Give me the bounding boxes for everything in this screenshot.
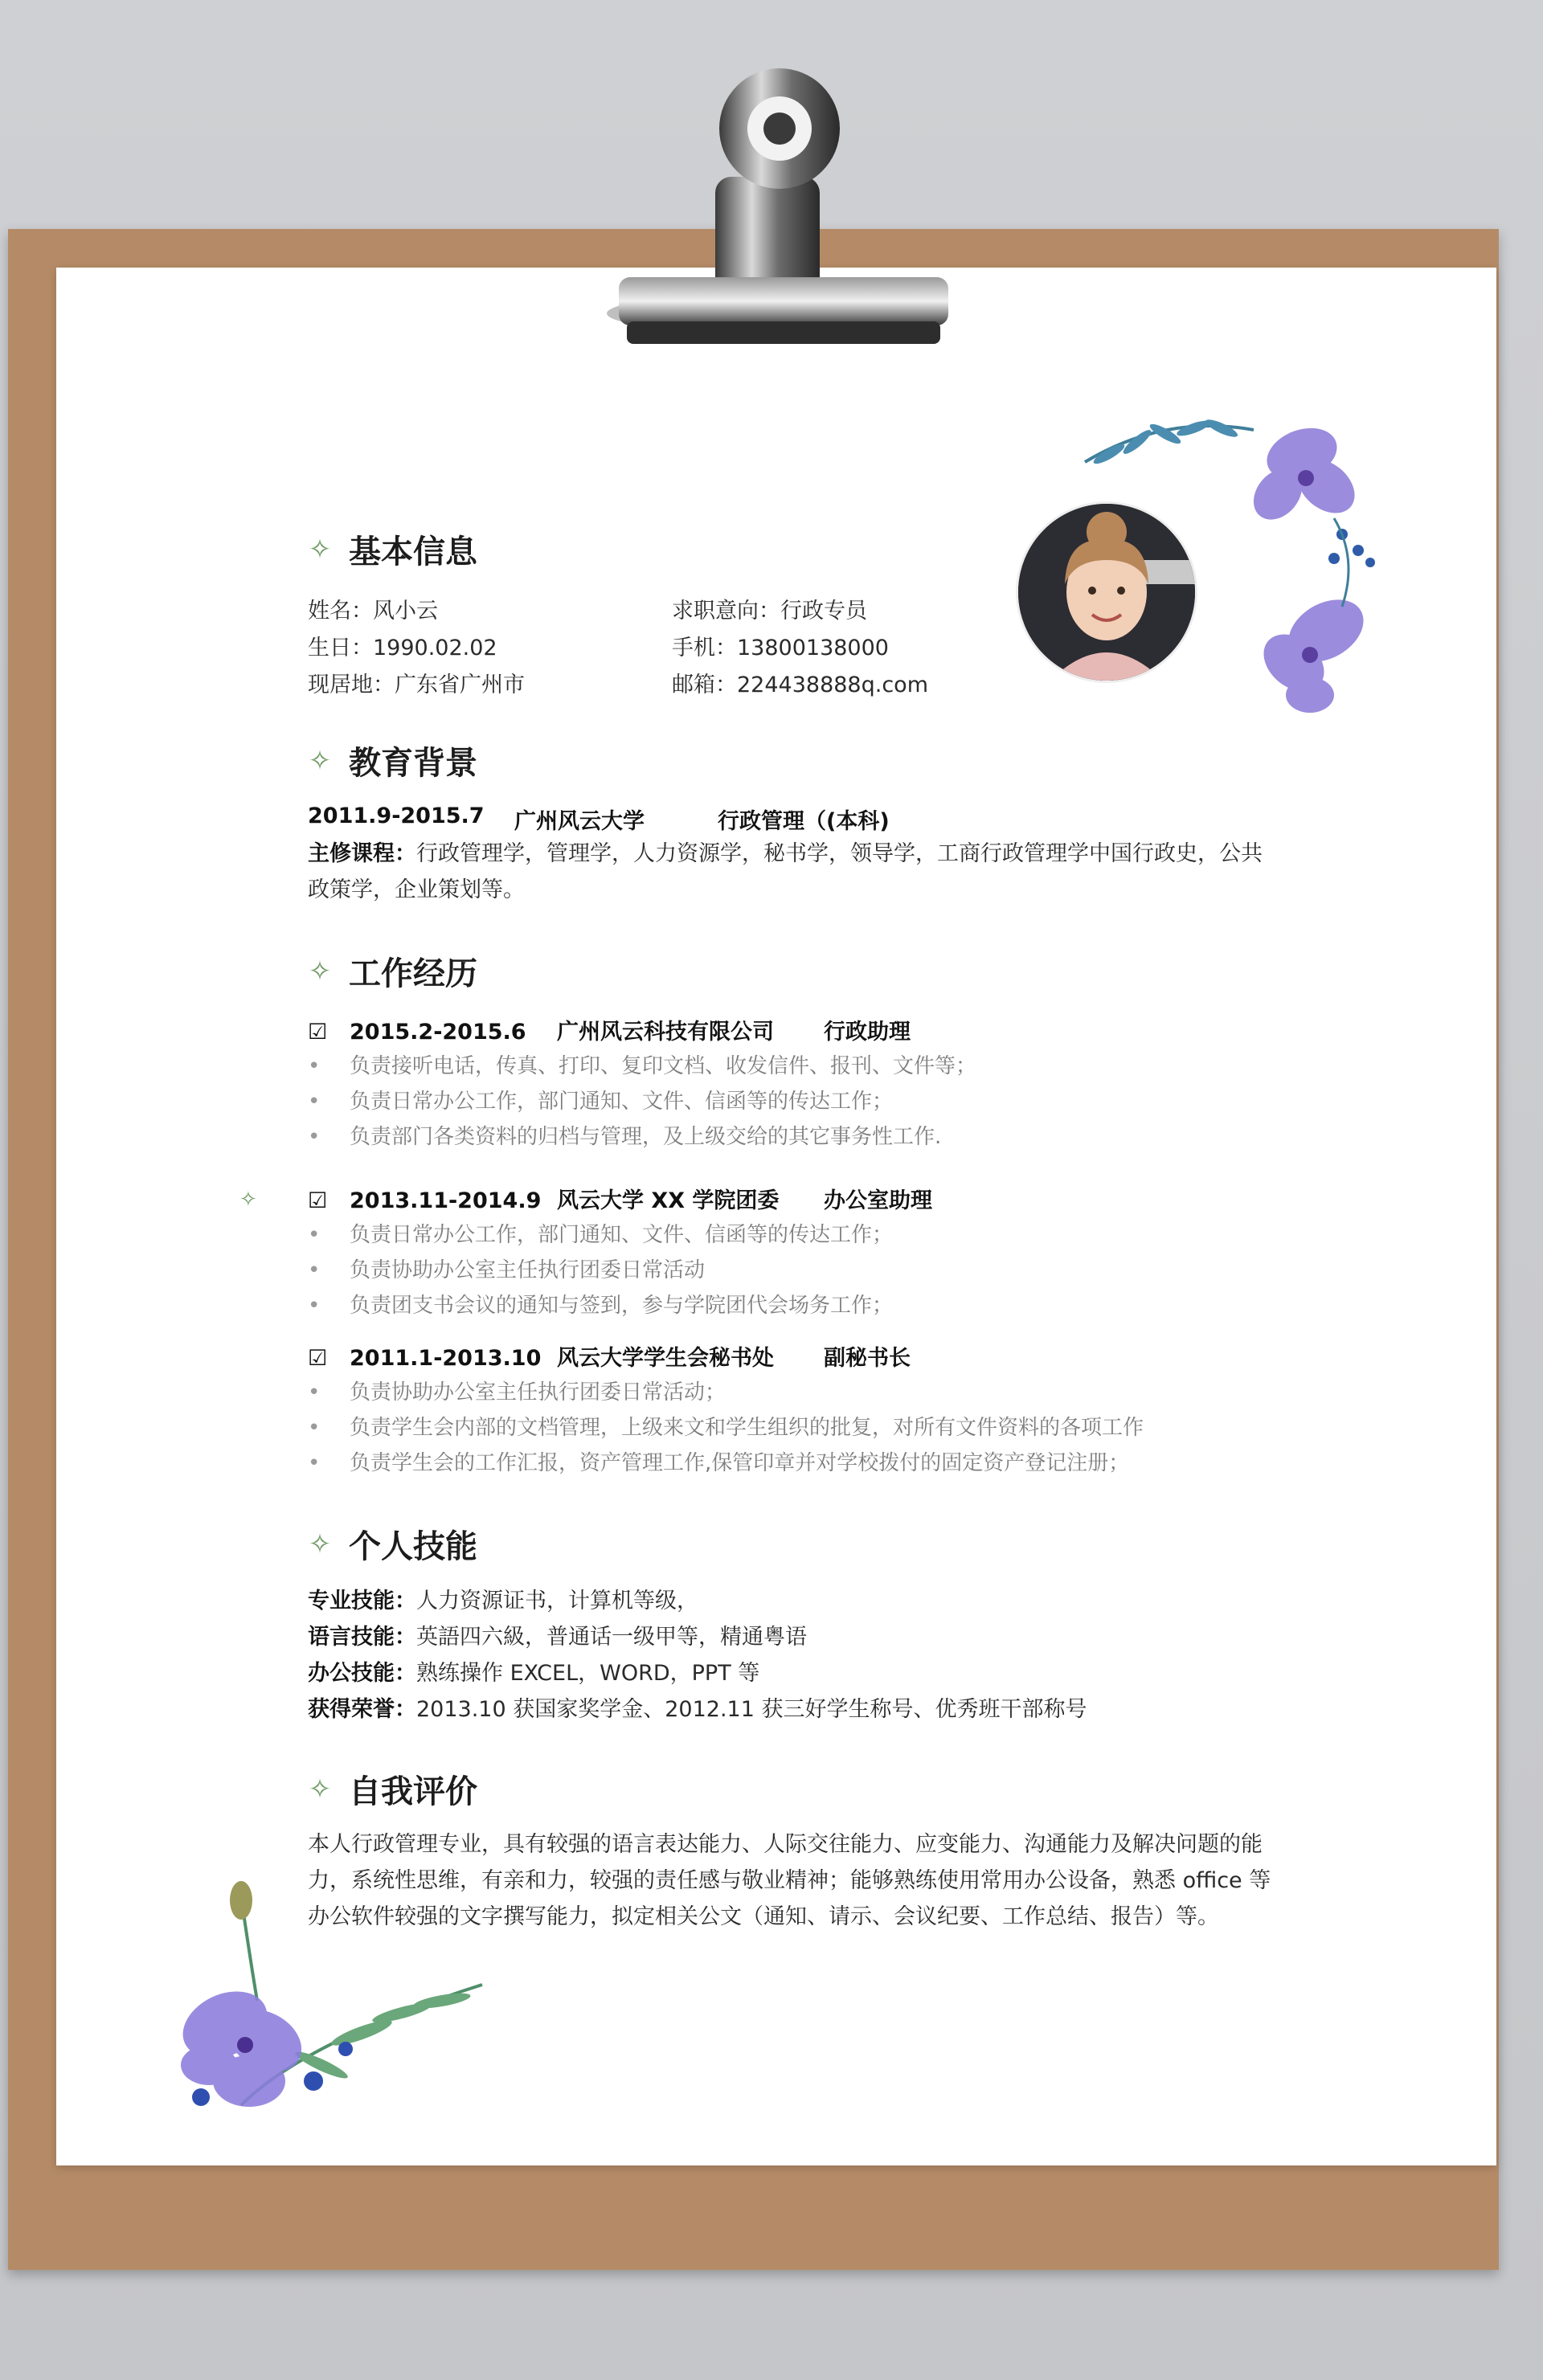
basic-birthday: 生日：1990.02.02 [308,636,497,660]
work-3-period: 2011.1-2013.10 [350,1346,542,1371]
work-2-role: 办公室助理 [824,1188,932,1213]
education-courses-text: 行政管理学，管理学，人力资源学，秘书学，领导学，工商行政管理学中国行政史，公共政策学，企业策划等。 [308,841,1263,902]
checkbox-icon: ☑ [308,1020,328,1045]
list-item [308,1446,1129,1476]
bullet-dot-icon: • [308,1451,321,1475]
work-entry-3 [308,1340,911,1372]
basic-email: 邮箱：224438888q.com [672,673,928,697]
sparkle-icon: ✧ [308,744,332,777]
basic-intent: 求职意向：行政专员 [672,599,867,624]
list-item [308,1376,726,1405]
education-courses-label: 主修课程： [308,841,416,866]
section-education-title [305,738,477,783]
education-major: 行政管理（(本科) [718,809,890,834]
skill-label: 语言技能： [308,1625,416,1650]
work-1-period: 2015.2-2015.6 [350,1020,526,1045]
section-education-label: 教育背景 [349,745,477,782]
work-1-item-1: 负责接听电话，传真、打印、复印文档、收发信件、报刊、文件等； [350,1054,977,1078]
list-item [308,1218,893,1248]
education-period: 2011.9-2015.7 [308,804,485,828]
profile-photo [1016,501,1197,683]
section-work-title [305,948,477,994]
work-3-role: 副秘书长 [824,1346,911,1371]
binder-clip-icon [579,48,948,354]
basic-name: 姓名：风小云 [308,599,438,624]
bullet-dot-icon: • [308,1416,321,1440]
bullet-dot-icon: • [308,1125,321,1149]
basic-location: 现居地：广东省广州市 [308,673,525,697]
bullet-dot-icon: • [308,1258,321,1282]
work-3-item-2: 负责学生会内部的文档管理，上级来文和学生组织的批复，对所有文件资料的各项工作 [350,1416,1144,1440]
bullet-dot-icon: • [308,1223,321,1247]
checkbox-icon: ☑ [308,1188,328,1213]
sparkle-icon: ✧ [308,955,332,988]
work-3-org: 风云大学学生会秘书处 [557,1346,774,1371]
list-item [308,1085,893,1114]
skill-value: 英語四六級，普通话一级甲等，精通粤语 [416,1625,807,1650]
education-courses [308,836,1272,908]
sparkle-icon: ✧ [239,1188,257,1212]
bullet-dot-icon: • [308,1380,321,1405]
skill-honors [308,1691,1087,1723]
skill-value: 人力资源证书，计算机等级， [416,1589,698,1613]
self-evaluation-text: 本人行政管理专业，具有较强的语言表达能力、人际交往能力、应变能力、沟通能力及解决问题的能力，系统性思维，有亲和力，较强的责任感与敬业精神；能够熟练使用常用办公设备，熟悉 office 等办公软件较强的文字撰写能力，拟定相关公文（通知、请示、会议纪要、工作总结、报告）等。 [308,1832,1271,1929]
work-2-item-3: 负责团支书会议的通知与签到，参与学院团代会场务工作； [350,1294,894,1318]
work-1-role: 行政助理 [824,1020,911,1045]
skill-label: 获得荣誉： [308,1697,416,1722]
list-item [308,1289,893,1319]
section-work-label: 工作经历 [349,955,477,992]
list-item [308,1120,941,1150]
skill-label: 专业技能： [308,1589,416,1613]
skill-value: 2013.10 获国家奖学金、2012.11 获三好学生称号、优秀班干部称号 [416,1697,1087,1722]
list-item [308,1411,1144,1441]
work-1-org: 广州风云科技有限公司 [557,1020,774,1045]
sparkle-icon: ✧ [308,1773,332,1805]
work-2-org: 风云大学 XX 学院团委 [557,1188,780,1213]
work-2-period: 2013.11-2014.9 [350,1188,542,1213]
sparkle-icon: ✧ [308,533,332,566]
skill-value: 熟练操作 EXCEL，WORD，PPT 等 [416,1661,760,1686]
work-3-item-3: 负责学生会的工作汇报，资产管理工作,保管印章并对学校拨付的固定资产登记注册； [350,1451,1130,1475]
work-1-item-2: 负责日常办公工作，部门通知、文件、信函等的传达工作； [350,1090,894,1114]
section-skills-title [305,1521,477,1567]
list-item [308,1049,976,1079]
section-skills-label: 个人技能 [349,1528,477,1565]
education-school: 广州风云大学 [514,809,645,834]
work-entry-2 [308,1183,932,1214]
section-self-title [305,1766,477,1812]
work-3-item-1: 负责协助办公室主任执行团委日常活动； [350,1380,726,1405]
work-2-item-1: 负责日常办公工作，部门通知、文件、信函等的传达工作； [350,1223,894,1247]
checkbox-icon: ☑ [308,1346,328,1371]
skill-label: 办公技能： [308,1661,416,1686]
bullet-dot-icon: • [308,1294,321,1318]
section-self-label: 自我评价 [349,1773,477,1810]
basic-phone: 手机：13800138000 [672,636,889,660]
sparkle-icon: ✧ [308,1527,332,1560]
list-item [308,1253,705,1283]
section-basic-label: 基本信息 [349,534,477,570]
section-basic-title [305,526,477,572]
bullet-dot-icon: • [308,1054,321,1078]
skill-professional [308,1583,698,1614]
skill-language [308,1619,807,1650]
skill-office [308,1655,759,1687]
work-2-item-2: 负责协助办公室主任执行团委日常活动 [350,1258,706,1282]
bullet-dot-icon: • [308,1090,321,1114]
work-1-item-3: 负责部门各类资料的归档与管理，及上级交给的其它事务性工作. [350,1125,942,1149]
work-entry-1 [308,1014,911,1045]
